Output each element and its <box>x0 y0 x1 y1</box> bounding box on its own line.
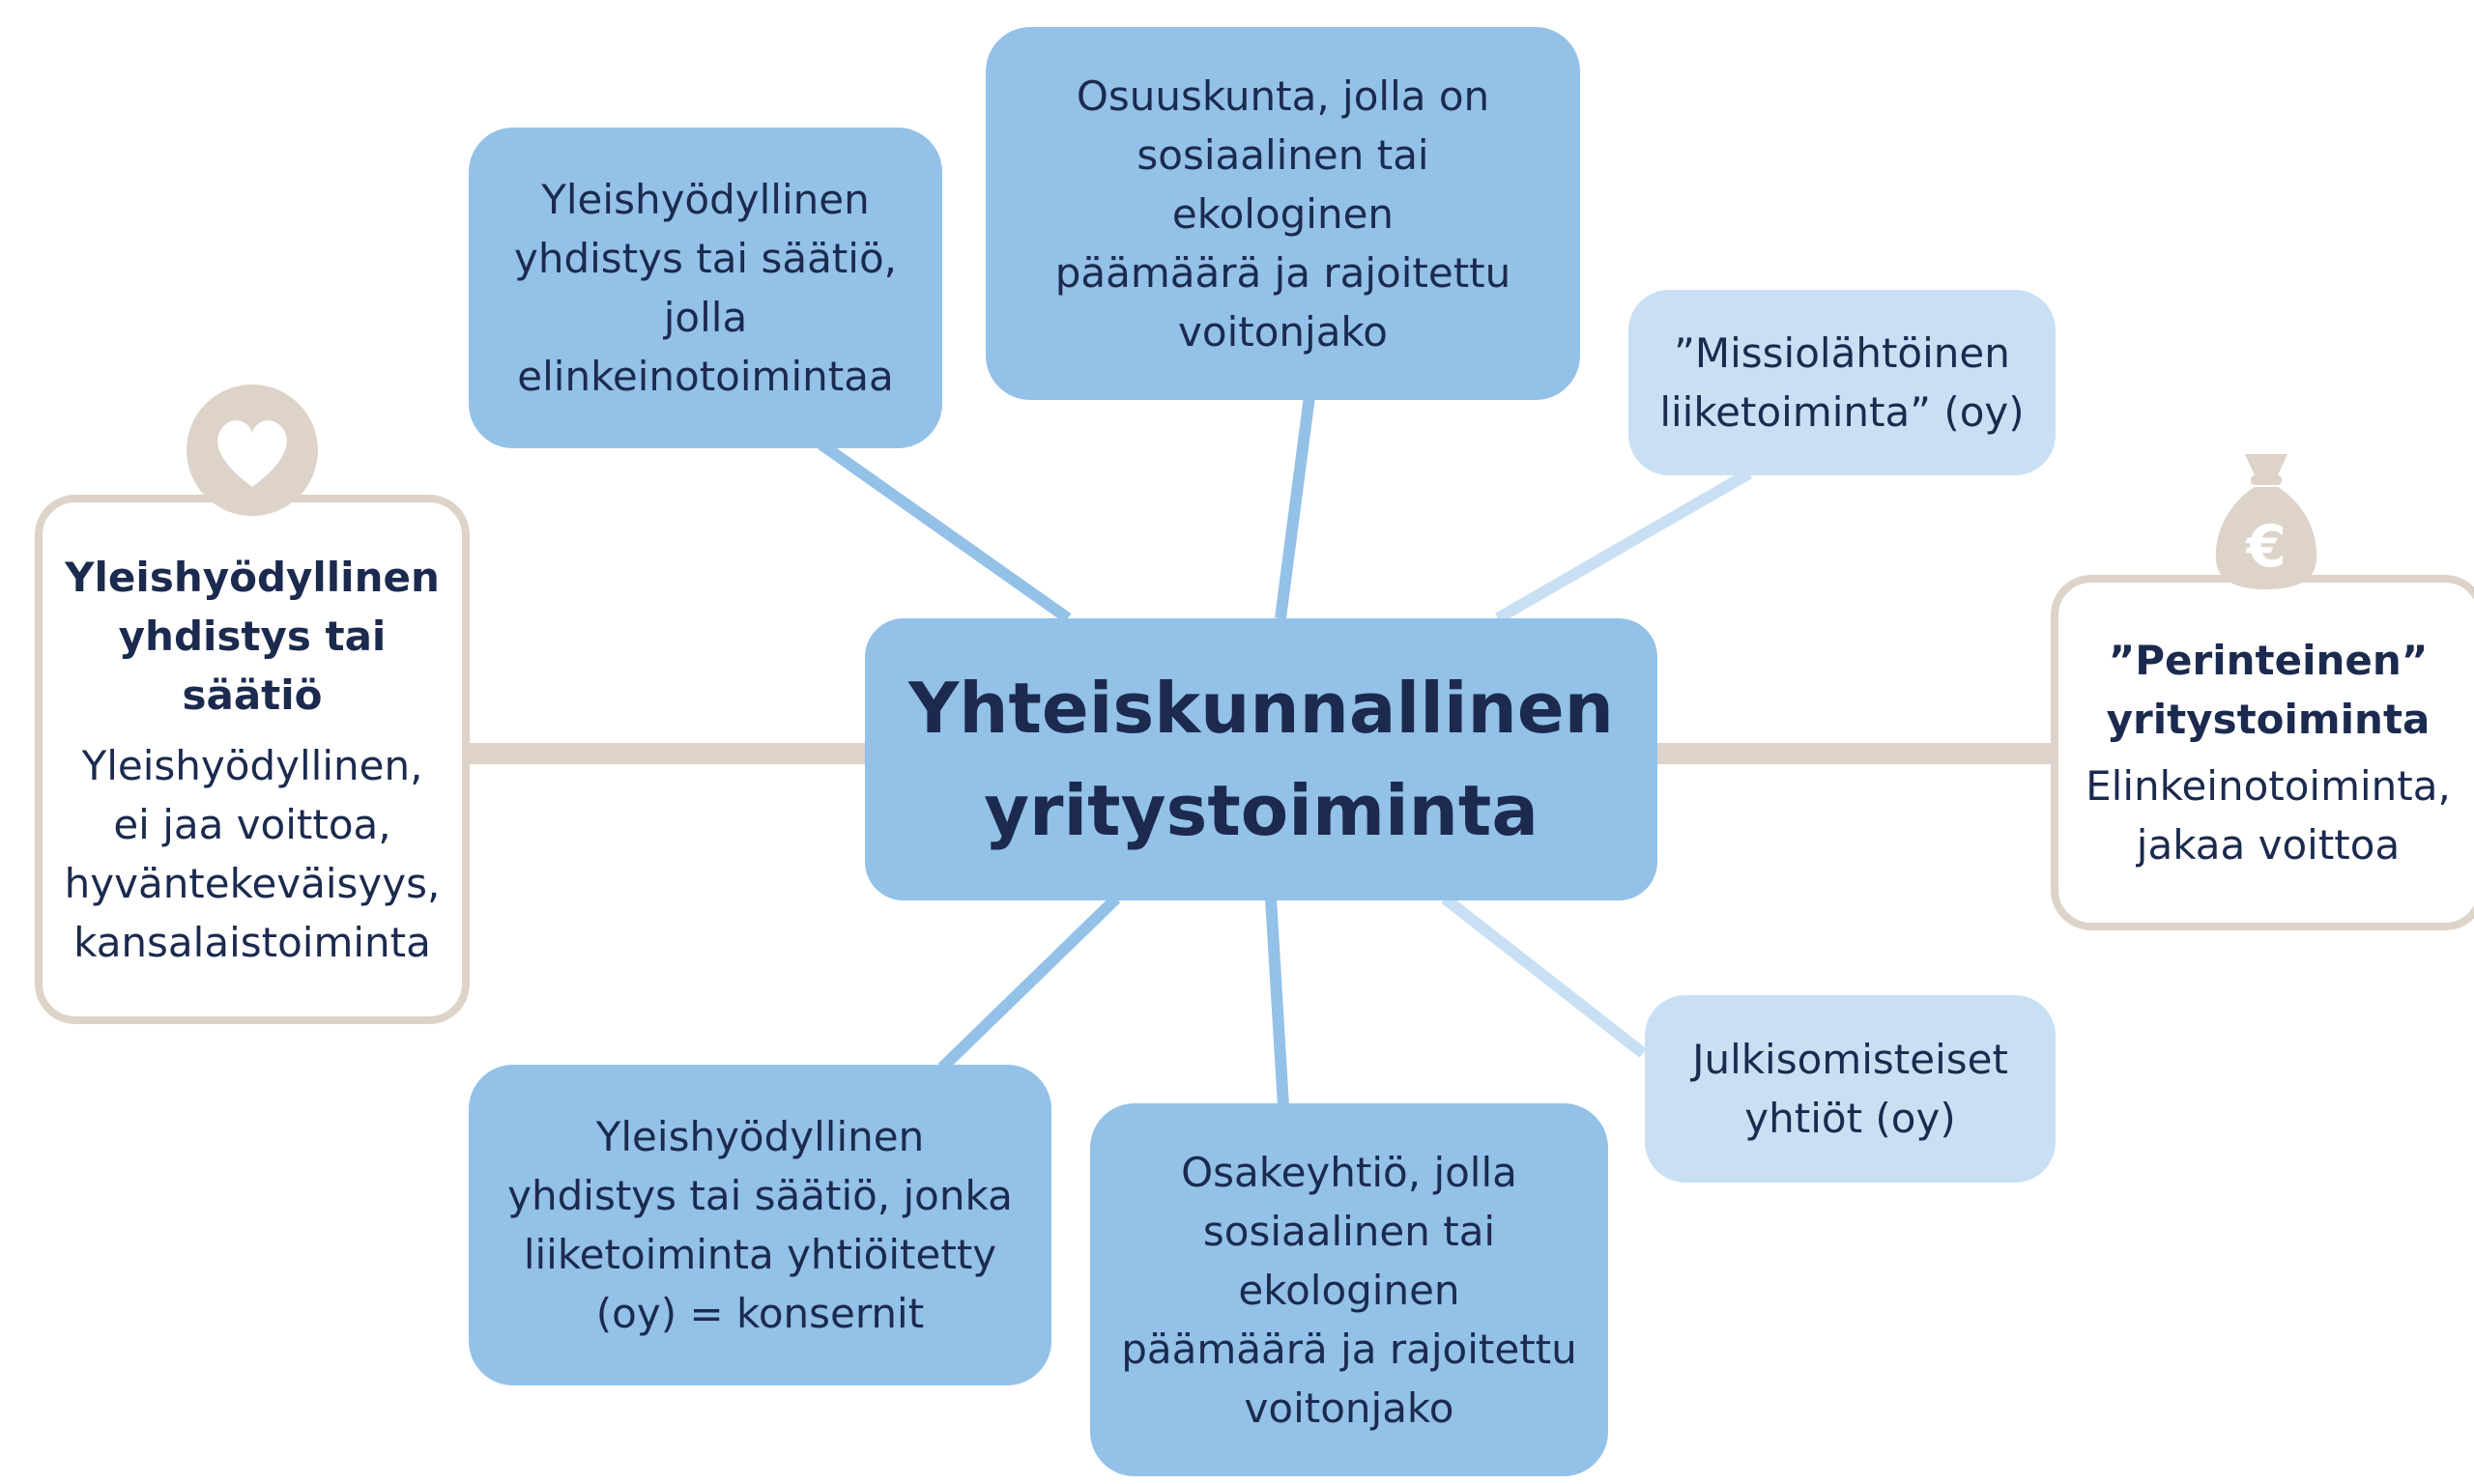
euro-money-bag-icon <box>2208 446 2324 591</box>
branch-top-right-text: ”Missiolähtöinen liiketoiminta” (oy) <box>1659 329 2025 436</box>
connector-bottom-right <box>1445 899 1643 1053</box>
branch-top-center-text: Osuuskunta, jolla on sosiaalinen tai ekologinen päämäärä ja rajoitettu voitonjako <box>1054 71 1511 356</box>
left-anchor-text: Yleishyödyllinen, ei jaa voittoa, hyväntekeväisyys, kansalaistoiminta <box>64 741 441 966</box>
branch-bottom-center-text: Osakeyhtiö, jolla sosiaalinen tai ekologinen päämäärä ja rajoitettu voitonjako <box>1121 1148 1577 1432</box>
connector-top-left <box>821 444 1068 618</box>
right-anchor-text: Elinkeinotoiminta, jakaa voittoa <box>2086 762 2451 869</box>
connector-bottom-center <box>1271 899 1283 1106</box>
left-anchor-title: Yleishyödyllinen yhdistys tai säätiö <box>65 553 440 719</box>
branch-bottom-right <box>1645 995 2056 1183</box>
right-anchor-box <box>2051 575 2474 930</box>
svg-text:€: € <box>2246 513 2287 581</box>
connector-bottom-left <box>942 899 1116 1068</box>
branch-bottom-left-text: Yleishyödyllinen yhdistys tai säätiö, jonka liiketoiminta yhtiöitetty (oy) = konsernit <box>507 1113 1013 1337</box>
branch-top-right <box>1628 290 2056 475</box>
right-anchor-title: ”Perinteinen” yritystoiminta <box>2106 637 2431 743</box>
branch-bottom-right-text: Julkisomisteiset yhtiöt (oy) <box>1692 1036 2008 1142</box>
branch-bottom-center <box>1090 1103 1608 1476</box>
branch-top-left-text: Yleishyödyllinen yhdistys tai säätiö, jolla elinkeinotoimintaa <box>513 176 897 400</box>
center-node <box>865 618 1657 900</box>
connector-top-right <box>1498 473 1749 618</box>
branch-bottom-left <box>469 1065 1051 1385</box>
branch-top-left <box>469 128 942 448</box>
heart-icon <box>185 383 320 518</box>
branch-top-center <box>986 27 1580 400</box>
left-anchor-box <box>35 495 470 1024</box>
connector-top-center <box>1280 396 1309 618</box>
center-title: Yhteiskunnallinen yritystoiminta <box>908 668 1614 851</box>
